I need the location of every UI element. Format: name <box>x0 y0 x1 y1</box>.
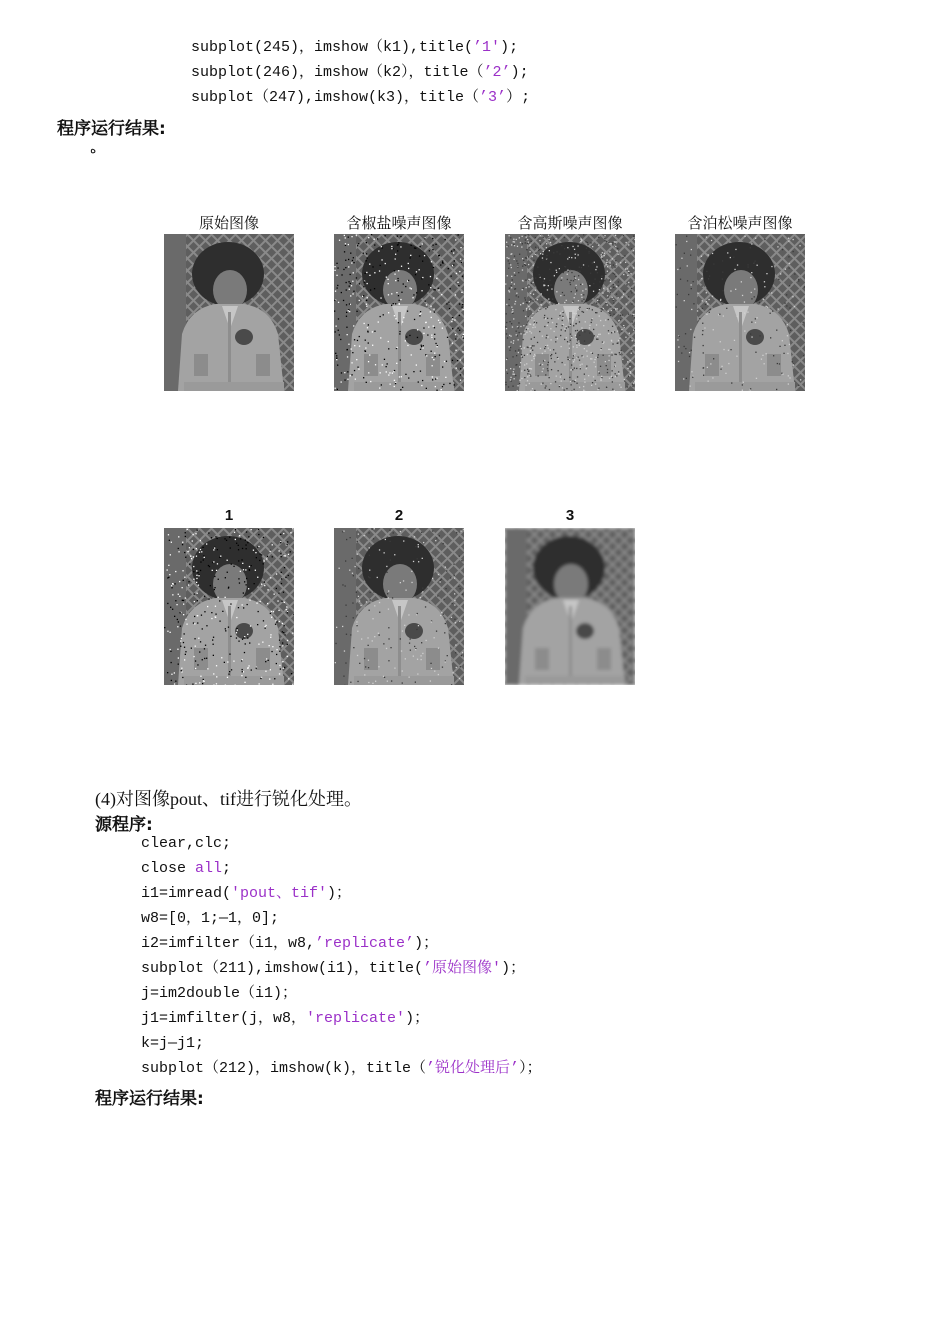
small-marker: ه <box>90 142 97 156</box>
source-code-line <box>141 909 279 929</box>
code-text: subplot（212)，imshow(k)，title（ <box>141 1060 427 1077</box>
photo-salt-pepper <box>334 234 464 391</box>
source-heading: 源程序: <box>95 815 153 835</box>
code-text: w8=[0，1;—1，0]; <box>141 910 280 927</box>
photo-gaussian <box>505 234 635 391</box>
code-text: )； <box>405 1010 430 1027</box>
code-text: )； <box>501 960 526 977</box>
figure-title-1: 1 <box>224 507 234 524</box>
figure-title-original: 原始图像 <box>198 214 259 232</box>
result-heading-2: 程序运行结果: <box>95 1089 204 1109</box>
figure-title-2: 2 <box>394 507 404 524</box>
code-text: k=j—j1; <box>141 1035 205 1052</box>
source-code-line <box>141 984 297 1004</box>
photo-filtered-2 <box>334 528 464 685</box>
code-text: ); <box>500 39 519 56</box>
code-text: ); <box>510 64 529 81</box>
code-string: ’2’ <box>483 64 511 81</box>
photo-original <box>164 234 294 391</box>
code-string: ’1' <box>473 39 501 56</box>
section-4-title: (4)对图像pout、tif进行锐化处理。 <box>95 789 362 809</box>
source-code-line <box>141 959 525 979</box>
code-string: 'pout、tif' <box>231 885 328 902</box>
source-code-line <box>141 1059 542 1079</box>
code-text: subplot(246)，imshow（k2），title（ <box>191 64 484 81</box>
code-text: clear,clc; <box>141 835 232 852</box>
code-text: subplot（247),imshow(k3)，title（ <box>191 89 480 106</box>
code-line-246 <box>191 63 529 83</box>
source-code-line <box>141 934 438 954</box>
source-code-line <box>141 859 231 879</box>
code-string: ’replicate’ <box>315 935 415 952</box>
source-code-line <box>141 834 231 854</box>
source-code-line <box>141 1009 429 1029</box>
code-text: j1=imfilter(j，w8， <box>141 1010 307 1027</box>
code-text: ）; <box>506 89 531 106</box>
code-text: )； <box>414 935 439 952</box>
code-text: ; <box>222 860 232 877</box>
code-text: i2=imfilter（i1，w8, <box>141 935 316 952</box>
code-string: ’原始图像' <box>423 960 502 977</box>
code-text: subplot(245)，imshow（k1),title( <box>191 39 474 56</box>
photo-poisson <box>675 234 805 391</box>
code-text: close <box>141 860 196 877</box>
figure-title-poisson: 含泊松噪声图像 <box>687 214 793 232</box>
code-line-245 <box>191 38 518 58</box>
code-string: ’3’ <box>479 89 507 106</box>
figure-title-salt-pepper: 含椒盐噪声图像 <box>346 214 452 232</box>
figure-title-gaussian: 含高斯噪声图像 <box>517 214 623 232</box>
photo-filtered-3 <box>505 528 635 685</box>
source-code-line <box>141 1034 204 1054</box>
result-heading: 程序运行结果: <box>57 119 166 139</box>
code-text: i1=imread( <box>141 885 232 902</box>
code-string: ’锐化处理后’ <box>426 1060 520 1077</box>
photo-filtered-1 <box>164 528 294 685</box>
figure-title-3: 3 <box>565 507 575 524</box>
code-line-247 <box>191 88 530 108</box>
code-text: subplot（211),imshow(i1)，title( <box>141 960 424 977</box>
code-text: ）； <box>519 1060 542 1077</box>
code-string: all <box>195 860 223 877</box>
code-text: j=im2double（i1)； <box>141 985 298 1002</box>
source-code-line <box>141 884 351 904</box>
code-string: 'replicate' <box>306 1010 406 1027</box>
code-text: )； <box>327 885 352 902</box>
